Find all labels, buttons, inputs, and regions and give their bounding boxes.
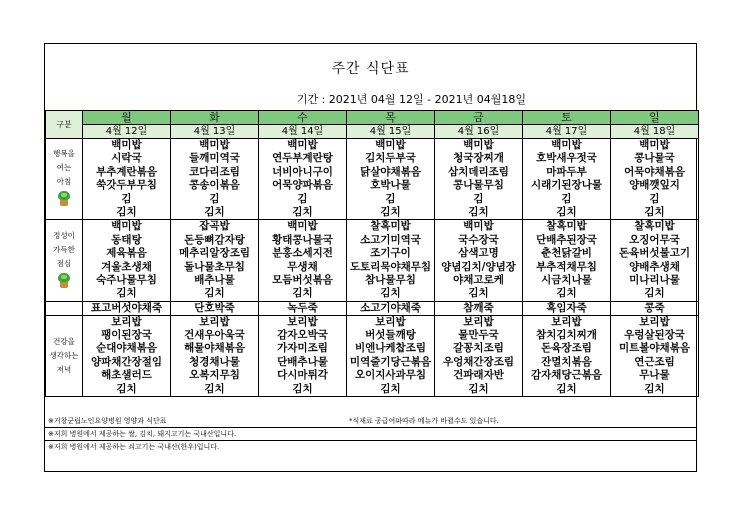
menu-item: 버섯들깨탕 [365,329,416,342]
meal-label-text: 아침 [56,177,72,187]
menu-item: 야채고로케 [453,273,504,286]
menu-item: 김 [561,192,572,205]
menu-item: 연근조림 [634,355,675,368]
menu-item: 참나물무침 [365,273,416,286]
menu-item: 김치 [116,205,137,218]
menu-item: 쑥갓두부무침 [96,179,157,192]
day-header-row [46,111,699,125]
menu-item: 연두부계란탕 [272,152,333,165]
date-sun: 4월 18일 [611,125,699,139]
menu-item: 김치 [644,287,665,300]
menu-cell-fri [435,315,523,396]
menu-item: 김치 [644,205,665,218]
menu-table [45,110,699,397]
potted-plant-icon [57,273,71,288]
menu-item: 김 [121,192,132,205]
menu-item: 보리밥 [199,315,230,328]
menu-item: 김치 [380,382,401,395]
menu-item: 양배추생채 [629,260,680,273]
day-header-tue: 화 [171,111,259,125]
menu-item: 백미밥 [639,139,670,151]
menu-item: 백미밥 [375,139,406,151]
menu-item: 잔멸치볶음 [541,355,592,368]
menu-item: 무생채 [287,260,318,273]
menu-item: 보리밥 [287,315,318,328]
menu-item: 보리밥 [551,315,582,328]
menu-item: 도토리묵야채무침 [349,260,432,273]
day-header-thu: 목 [347,111,435,125]
meal-label [46,315,83,396]
day-header-mon: 월 [83,111,171,125]
menu-item: 돈등뼈감자탕 [184,233,245,246]
menu-item: 시락국 [111,152,142,165]
menu-item: 김치 [292,382,313,395]
menu-cell-thu [347,139,435,220]
menu-cell-mon [83,139,171,220]
menu-cell-sun [611,315,699,396]
day-header-fri: 금 [435,111,523,125]
menu-cell-sat [523,220,611,301]
porridge-tue: 단호박죽 [171,301,259,315]
menu-item: 메추리알장조림 [178,247,250,260]
menu-item: 보리밥 [375,315,406,328]
menu-item: 코다리조림 [189,165,240,178]
menu-item: 김 [297,192,308,205]
menu-item: 너비아니구이 [272,165,333,178]
meal-label-text: 저녁 [56,364,72,374]
porridge-thu: 소고기야채죽 [347,301,435,315]
menu-item: 백미밥 [463,139,494,151]
menu-cell-wed [259,315,347,396]
menu-cell-sat [523,315,611,396]
menu-item: 건새우아욱국 [184,329,245,342]
date-sat: 4월 17일 [523,125,611,139]
porridge-fri: 참깨죽 [435,301,523,315]
meal-row [46,220,699,301]
menu-item: 백미밥 [111,139,142,151]
menu-item: 부추계란볶음 [96,165,157,178]
menu-item: 김치두부국 [365,152,416,165]
meal-label [46,220,83,301]
note-ingredient: *식재료 공급여파따라 메뉴가 바뀔수도 있습니다. [349,417,499,425]
menu-item: 우엉채간장조림 [442,355,514,368]
menu-item: 백미밥 [199,139,230,151]
menu-item: 미역줄기당근볶음 [349,355,432,368]
menu-item: 찰흑미밥 [370,220,411,233]
menu-item: 김치 [468,382,489,395]
menu-item: 시금치나물 [541,273,592,286]
date-tue: 4월 13일 [171,125,259,139]
day-header-sun: 일 [611,111,699,125]
menu-item: 백미밥 [287,220,318,233]
porridge-row [46,301,699,315]
date-fri: 4월 16일 [435,125,523,139]
menu-cell-sun [611,220,699,301]
menu-cell-thu [347,220,435,301]
menu-cell-fri [435,220,523,301]
menu-item: 보리밥 [111,315,142,328]
menu-item: 비엔나케찹조림 [354,342,426,355]
meal-label-text: 여는 [56,163,72,173]
meal-row [46,315,699,396]
notes-section [45,415,696,453]
menu-item: 오복지무침 [189,369,240,382]
menu-item: 김치 [644,382,665,395]
menu-item: 소고기미역국 [360,233,421,246]
meal-label-text: 생각하는 [49,350,79,360]
menu-item: 팽이된장국 [101,329,152,342]
menu-item: 콩송이볶음 [189,179,240,192]
menu-item: 국수장국 [458,233,499,246]
menu-item: 삼치데리조림 [448,165,509,178]
menu-item: 보리밥 [639,315,670,328]
porridge-mon: 표고버섯야채죽 [83,301,171,315]
menu-item: 청경채나물 [189,355,240,368]
menu-cell-wed [259,139,347,220]
menu-item: 삼색고명 [458,247,499,260]
menu-item: 김치 [556,382,577,395]
porridge-sun: 콩죽 [611,301,699,315]
menu-item: 보리밥 [463,315,494,328]
porridge-sat: 흑임자죽 [523,301,611,315]
menu-item: 미나리나물 [629,273,680,286]
menu-item: 해물야채볶음 [184,342,245,355]
note-line-1 [45,415,696,428]
note-hospital: ※거창군립노인요양병원 영양과 식단표 [48,417,167,425]
date-row [46,125,699,139]
menu-item: 들깨미역국 [189,152,240,165]
menu-item: 김 [209,192,220,205]
menu-item: 마파두부 [546,165,587,178]
date-thu: 4월 15일 [347,125,435,139]
menu-item: 제육볶음 [106,247,147,260]
menu-item: 단배추나물 [277,355,328,368]
meal-label [46,139,83,220]
menu-item: 갈꽁치조림 [453,342,504,355]
corner-label: 구분 [46,111,83,139]
menu-item: 오징어무국 [629,233,680,246]
date-wed: 4월 14일 [259,125,347,139]
potted-plant-icon [57,191,71,206]
menu-cell-fri [435,139,523,220]
meal-row [46,139,699,220]
menu-item: 감자채당근볶음 [530,369,602,382]
period-text: 기간 : 2021년 04월 12일 - 2021년 04월18일 [296,93,526,106]
porridge-label-blank [46,301,83,315]
menu-item: 돈육장조림 [541,342,592,355]
menu-item: 김치 [204,287,225,300]
menu-item: 김치 [556,205,577,218]
menu-item: 모듬버섯볶음 [272,273,333,286]
day-header-sat: 토 [523,111,611,125]
meal-label-text: 행복을 [53,149,75,159]
menu-item: 다시마튀각 [277,369,328,382]
menu-item: 배추나물 [194,273,235,286]
menu-item: 백미밥 [111,220,142,233]
menu-cell-tue [171,139,259,220]
menu-item: 오이지사과무침 [354,369,426,382]
menu-item: 단배추된장국 [536,233,597,246]
meal-label-text: 가득한 [53,244,75,254]
menu-item: 백미밥 [463,220,494,233]
menu-item: 김치 [556,287,577,300]
menu-cell-tue [171,315,259,396]
menu-item: 김치 [292,287,313,300]
menu-item: 무나물 [639,369,670,382]
menu-item: 김치 [116,382,137,395]
menu-item: 미트볼야채볶음 [618,342,690,355]
menu-item: 김치 [204,382,225,395]
menu-item: 돈육버섯불고기 [618,247,690,260]
menu-item: 분홍소세지전 [272,247,333,260]
menu-item: 찰흑미밥 [634,220,675,233]
menu-item: 김치 [292,205,313,218]
menu-item: 양파채간장절임 [90,355,162,368]
menu-item: 김치 [380,287,401,300]
menu-item: 김치 [468,205,489,218]
meal-label-text: 점심 [56,258,72,268]
menu-item: 백미밥 [551,139,582,151]
menu-item: 건파래자반 [453,369,504,382]
menu-item: 시래기된장나물 [530,179,602,192]
menu-item: 황태콩나물국 [272,233,333,246]
menu-item: 김 [473,192,484,205]
meal-label-text: 건강을 [53,336,75,346]
menu-sheet [44,43,697,472]
menu-item: 호박나물 [370,179,411,192]
menu-item: 우렁살된장국 [624,329,685,342]
porridge-wed: 녹두죽 [259,301,347,315]
menu-item: 숙주나물무침 [96,273,157,286]
menu-cell-wed [259,220,347,301]
menu-item: 물만두국 [458,329,499,342]
menu-item: 김 [649,192,660,205]
menu-item: 닭살야채볶음 [360,165,421,178]
menu-item: 순대야채볶음 [96,342,157,355]
menu-item: 청국장찌개 [453,152,504,165]
menu-item: 잡곡밥 [199,220,230,233]
menu-item: 어묵양파볶음 [272,179,333,192]
menu-item: 감자오박국 [277,329,328,342]
menu-item: 참치김치찌개 [536,329,597,342]
menu-item: 김 [385,192,396,205]
menu-item: 가자미조림 [277,342,328,355]
menu-item: 호박새우젓국 [536,152,597,165]
menu-item: 돌나물초무침 [184,260,245,273]
meal-label-text: 정성이 [53,230,75,240]
menu-item: 동태탕 [111,233,142,246]
note-line-2: ※저희 병원에서 제공하는 쌀, 김치, 돼지고기는 국내산입니다. [45,428,696,441]
menu-item: 김치 [468,287,489,300]
date-mon: 4월 12일 [83,125,171,139]
menu-item: 김치 [380,205,401,218]
menu-item: 김치 [116,287,137,300]
menu-cell-thu [347,315,435,396]
menu-item: 백미밥 [287,139,318,151]
menu-cell-mon [83,315,171,396]
menu-item: 겨울초생채 [101,260,152,273]
menu-cell-sat [523,139,611,220]
menu-item: 해초샐러드 [101,369,152,382]
menu-item: 양념김치/양념장 [441,260,516,273]
menu-item: 찰흑미밥 [546,220,587,233]
menu-item: 춘천닭갈비 [541,247,592,260]
page-title: 주간 식단표 [331,61,410,77]
menu-item: 어묵야채볶음 [624,165,685,178]
menu-item: 콩나물국 [634,152,675,165]
note-line-3: ※저희 병원에서 제공하는 쇠고기는 국내산(한우)입니다. [48,443,220,451]
menu-item: 콩나물무침 [453,179,504,192]
menu-item: 조기구이 [370,247,411,260]
menu-item: 김치 [204,205,225,218]
menu-cell-sun [611,139,699,220]
menu-cell-tue [171,220,259,301]
day-header-wed: 수 [259,111,347,125]
menu-item: 부추적채무침 [536,260,597,273]
menu-cell-mon [83,220,171,301]
menu-item: 양배깻잎지 [629,179,680,192]
